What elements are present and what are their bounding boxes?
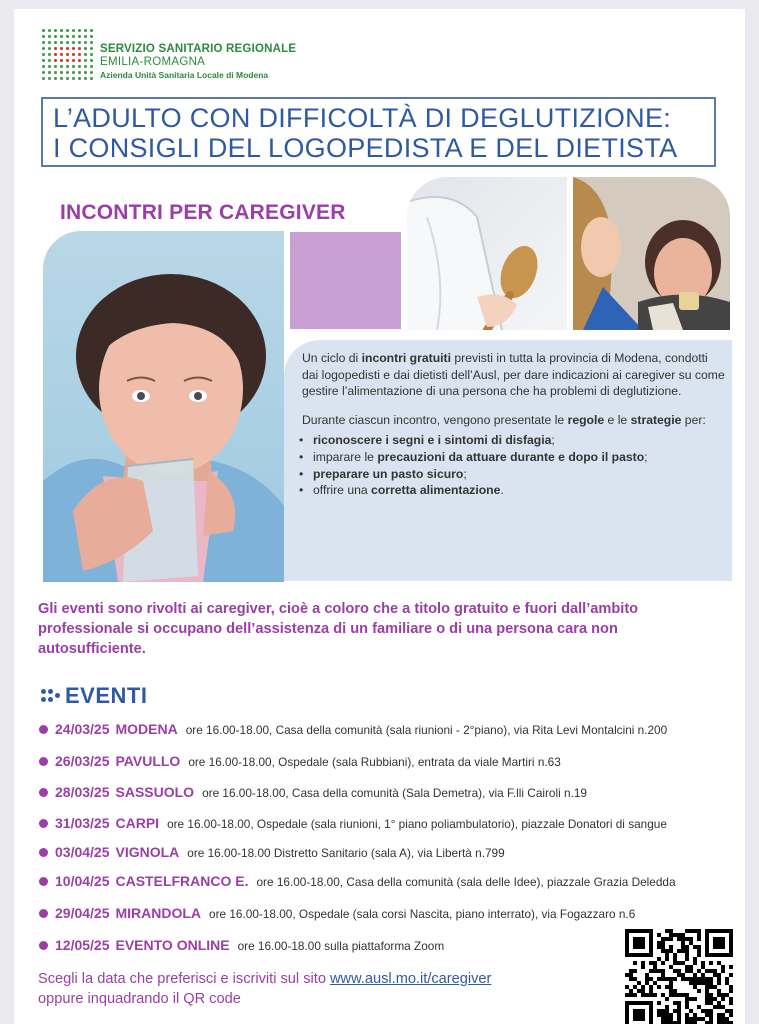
bullet-icon bbox=[39, 848, 48, 857]
event-details: ore 16.00-18.00 Distretto Sanitario (sala A), via Libertà n.799 bbox=[187, 846, 505, 860]
event-city: MODENA bbox=[115, 721, 178, 737]
list-item: • riconoscere i segni e i sintomi di disfagia; bbox=[302, 432, 727, 449]
event-date: 29/04/25 bbox=[55, 905, 110, 921]
ssr-logo-icon bbox=[42, 29, 96, 81]
audience-intro: Gli eventi sono rivolti ai caregiver, cioè a coloro che a titolo gratuito e fuori dall’ambito professionale si occupano dell’assistenza di un familiare o di una persona cara non autosufficiente. bbox=[38, 601, 639, 657]
event-details: ore 16.00-18.00, Casa della comunità (sala delle Idee), piazzale Grazia Deledda bbox=[256, 875, 676, 889]
event-details: ore 16.00-18.00, Casa della comunità (sala riunioni - 2°piano), via Rita Levi Montalcini n.200 bbox=[185, 723, 668, 737]
event-row bbox=[39, 937, 444, 953]
org-line3: Azienda Unità Sanitaria Locale di Modena bbox=[100, 70, 269, 80]
title-line1: L’ADULTO CON DIFFICOLTÀ DI DEGLUTIZIONE: bbox=[53, 103, 672, 133]
strategies-list bbox=[302, 432, 727, 498]
event-date: 24/03/25 bbox=[55, 721, 110, 737]
event-row bbox=[39, 905, 635, 921]
event-city: EVENTO ONLINE bbox=[115, 937, 230, 953]
info-paragraph-1: Un ciclo di incontri gratuiti previsti in tutta la provincia di Modena, condotti dai logopedisti e dai dietisti dell’Ausl, per dare indicazioni ai caregiver su come gestire l’alimentazione di una persona che ha problemi di deglutizione. bbox=[302, 351, 725, 399]
title-box bbox=[41, 97, 716, 167]
info-paragraph-2: Durante ciascun incontro, vengono presentate le regole e le strategie per: bbox=[302, 412, 706, 427]
event-city: CASTELFRANCO E. bbox=[115, 873, 249, 889]
event-details: ore 16.00-18.00, Ospedale (sala corsi Nascita, piano interrato), via Fogazzaro n.6 bbox=[209, 907, 636, 921]
bullet-icon bbox=[39, 819, 48, 828]
list-item: • preparare un pasto sicuro; bbox=[302, 466, 727, 483]
event-city: PAVULLO bbox=[115, 753, 181, 769]
list-item: • imparare le precauzioni da attuare durante e dopo il pasto; bbox=[302, 449, 727, 466]
title-line2: I CONSIGLI DEL LOGOPEDISTA E DEL DIETISTA bbox=[53, 133, 678, 163]
registration-line1: Scegli la data che preferisci e iscriviti sul sito www.ausl.mo.it/caregiver bbox=[38, 971, 492, 987]
event-date: 10/04/25 bbox=[55, 873, 110, 889]
bullet-icon bbox=[39, 877, 48, 886]
event-city: CARPI bbox=[115, 815, 160, 831]
bullet-icon bbox=[39, 788, 48, 797]
info-text bbox=[302, 350, 727, 499]
event-details: ore 16.00-18.00, Ospedale (sala Rubbiani), entrata da viale Martiri n.63 bbox=[188, 755, 561, 769]
event-row bbox=[39, 873, 676, 889]
bullet-icon bbox=[39, 725, 48, 734]
chef-wooden-spoon-photo bbox=[407, 177, 567, 330]
event-city: VIGNOLA bbox=[115, 844, 180, 860]
event-row bbox=[39, 753, 561, 769]
event-row bbox=[39, 844, 505, 860]
event-date: 28/03/25 bbox=[55, 784, 110, 800]
event-date: 26/03/25 bbox=[55, 753, 110, 769]
bullet-icon bbox=[39, 909, 48, 918]
bullet-icon bbox=[39, 757, 48, 766]
organization-name bbox=[100, 43, 296, 82]
registration-note bbox=[38, 969, 491, 1009]
event-details: ore 16.00-18.00, Casa della comunità (Sala Demetra), via F.lli Cairoli n.19 bbox=[202, 786, 587, 800]
event-date: 31/03/25 bbox=[55, 815, 110, 831]
decorative-lilac-square bbox=[290, 232, 401, 329]
org-line2: EMILIA-ROMAGNA bbox=[100, 56, 206, 68]
events-heading bbox=[41, 683, 147, 709]
event-row bbox=[39, 721, 667, 737]
elderly-woman-drinking-photo bbox=[43, 231, 284, 582]
event-date: 03/04/25 bbox=[55, 844, 110, 860]
caregiver-and-elderly-woman-photo bbox=[573, 177, 730, 330]
list-item: • offrire una corretta alimentazione. bbox=[302, 482, 727, 499]
registration-link[interactable]: www.ausl.mo.it/caregiver bbox=[330, 971, 492, 987]
bullet-icon bbox=[39, 941, 48, 950]
registration-line2: oppure inquadrando il QR code bbox=[38, 991, 241, 1007]
event-row bbox=[39, 815, 667, 831]
event-details: ore 16.00-18.00, Ospedale (sala riunioni, 1° piano poliambulatorio), piazzale Donatori di sangue bbox=[167, 817, 667, 831]
flyer-page bbox=[14, 9, 745, 1024]
event-city: SASSUOLO bbox=[115, 784, 195, 800]
dots-icon bbox=[41, 689, 61, 703]
events-heading-label: EVENTI bbox=[65, 683, 148, 708]
event-date: 12/05/25 bbox=[55, 937, 110, 953]
page-subtitle: INCONTRI PER CAREGIVER bbox=[60, 201, 346, 224]
event-row bbox=[39, 784, 587, 800]
event-details: ore 16.00-18.00 sulla piattaforma Zoom bbox=[237, 939, 445, 953]
org-line1: SERVIZIO SANITARIO REGIONALE bbox=[100, 43, 297, 55]
qr-code-icon[interactable] bbox=[625, 929, 733, 1024]
event-city: MIRANDOLA bbox=[115, 905, 202, 921]
